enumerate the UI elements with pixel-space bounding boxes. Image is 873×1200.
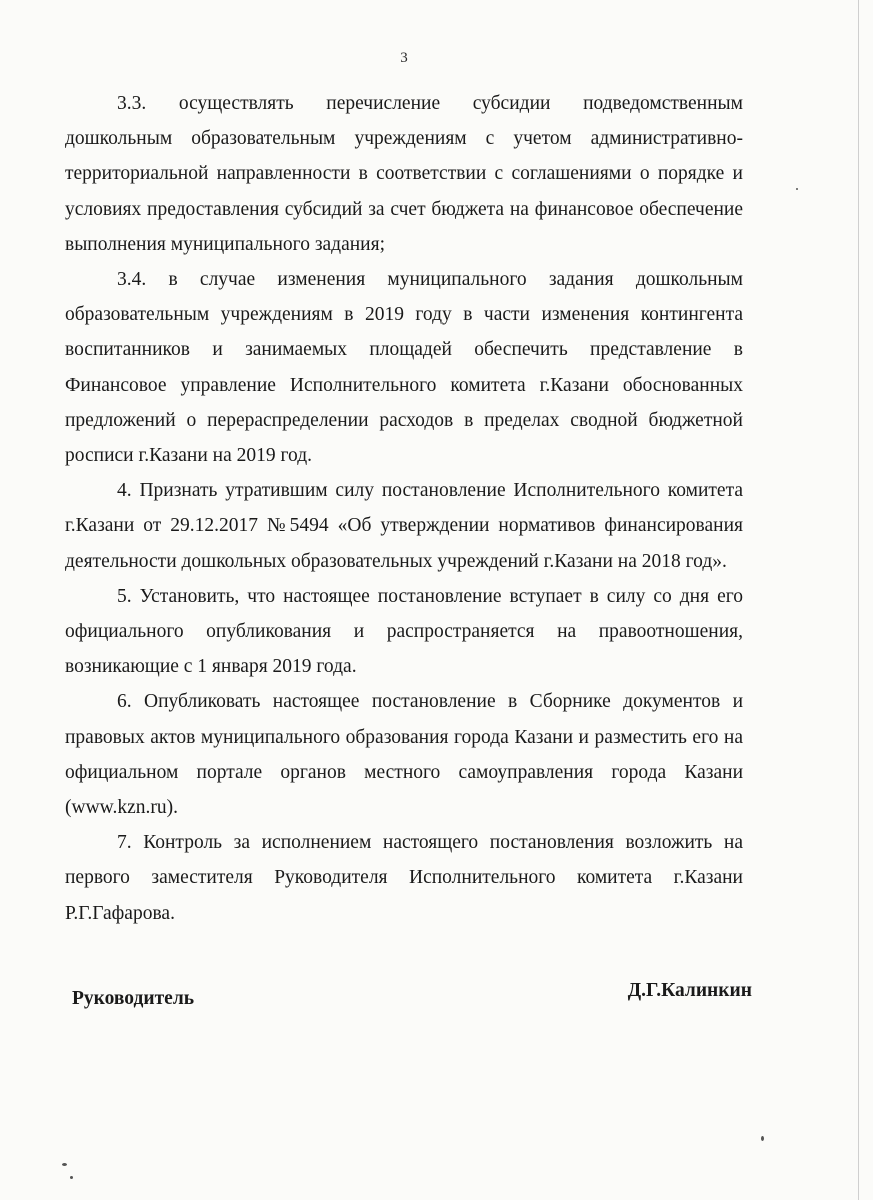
page-edge-shadow xyxy=(858,0,859,1200)
paragraph-6: 6. Опубликовать настоящее постановление в Сборнике документов и правовых актов муниципального образования города Казани и разместить его на официальном портале органов местного самоуправления города Казани (www.kzn.ru). xyxy=(65,691,743,819)
paragraph-7: 7. Контроль за исполнением настоящего постановления возложить на первого заместителя Руководителя Исполнительного комитета г.Казани Р.Г.Гафарова. xyxy=(65,832,743,924)
scan-speck xyxy=(761,1136,764,1141)
scan-speck xyxy=(62,1163,67,1166)
scan-speck xyxy=(796,188,798,190)
paragraph-5: 5. Установить, что настоящее постановление вступает в силу со дня его официального опубликования и распространяется на правоотношения, возникающие с 1 января 2019 года. xyxy=(65,585,743,678)
page-number: 3 xyxy=(400,50,408,66)
scan-speck xyxy=(70,1176,73,1179)
signature-block xyxy=(72,980,752,1020)
paragraph-3-3: 3.3. осуществлять перечисление субсидии подведомственным дошкольным образовательным учреждениям с учетом административно-территориальной направленности в соответствии с соглашениями о порядке и условиях предоставления субсидий за счет бюджета на финансовое обеспечение выполнения муниципального задания; xyxy=(65,93,743,255)
signatory-title: Руководитель xyxy=(72,988,195,1009)
paragraph-4: 4. Признать утратившим силу постановление Исполнительного комитета г.Казани от 29.12.2017 №5494 «Об утверждении нормативов финансирования деятельности дошкольных образовательных учреждений г.Казани на 2018 год». xyxy=(65,480,743,572)
document-body xyxy=(65,86,743,931)
signatory-name: Д.Г.Калинкин xyxy=(627,980,752,1001)
paragraph-3-4: 3.4. в случае изменения муниципального задания дошкольным образовательным учреждениям в 2019 году в части изменения контингента воспитанников и занимаемых площадей обеспечить представление в Финансовое управление Исполнительного комитета г.Казани обоснованных предложений о перераспределении расходов в пределах сводной бюджетной росписи г.Казани на 2019 год. xyxy=(65,269,743,467)
